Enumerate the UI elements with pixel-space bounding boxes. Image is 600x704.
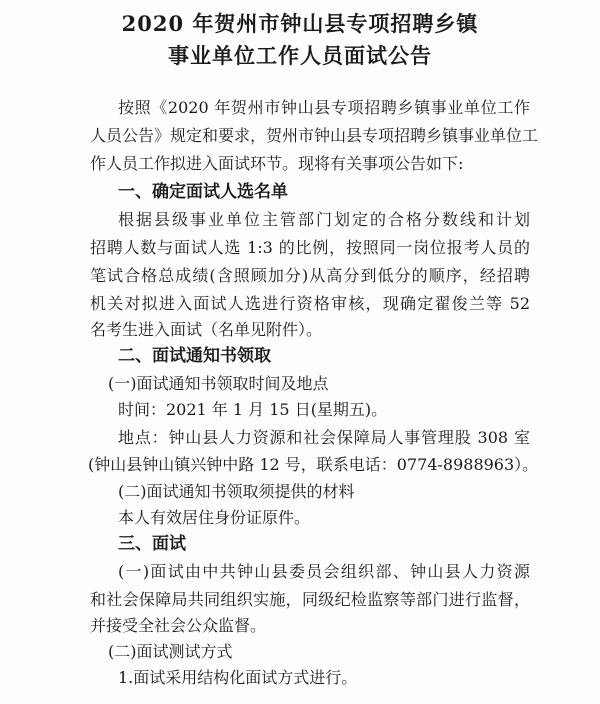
section-2-place-line-1: 地点：钟山县人力资源和社会保障局人事管理股 308 室 xyxy=(118,428,530,447)
section-3-sub-1-line-2: 和社会保障局共同组织实施，同级纪检监察等部门进行监督， xyxy=(90,590,530,609)
section-1-line-3: 笔试合格总成绩(含照顾加分)从高分到低分的顺序，经招聘 xyxy=(90,266,530,285)
intro-line-3: 作人员工作拟进入面试环节。现将有关事项公告如下: xyxy=(90,154,464,173)
section-1-line-2: 招聘人数与面试人选 1:3 的比例，按照同一岗位报考人员的 xyxy=(90,238,530,257)
section-1-heading: 一、确定面试人选名单 xyxy=(118,182,288,202)
section-2-heading: 二、面试通知书领取 xyxy=(118,346,271,366)
section-1-line-5: 名考生进入面试（名单见附件）。 xyxy=(90,320,323,339)
title-line-1: 2020 年贺州市钟山县专项招聘乡镇 xyxy=(121,11,479,36)
section-3-subheading-2: (二)面试测试方式 xyxy=(108,642,233,661)
section-2-place-line-2: (钟山县钟山镇兴钟中路 12 号，联系电话：0774-8988963）。 xyxy=(88,455,539,474)
section-2-subheading-2: (二)面试通知书领取须提供的材料 xyxy=(118,482,355,501)
intro-line-2: 人员公告》规定和要求，贺州市钟山县专项招聘乡镇事业单位工 xyxy=(90,126,539,145)
section-3-sub-1-line-3: 并接受全社会公众监督。 xyxy=(90,616,267,635)
section-3-heading: 三、面试 xyxy=(118,534,186,554)
section-1-line-1: 根据县级事业单位主管部门划定的合格分数线和计划 xyxy=(118,210,530,229)
section-3-sub-1-line-1: (一)面试由中共钟山县委员会组织部、钟山县人力资源 xyxy=(118,562,530,581)
title-line-2: 事业单位工作人员面试公告 xyxy=(168,43,432,68)
intro-line-1: 按照《2020 年贺州市钟山县专项招聘乡镇事业单位工作 xyxy=(118,98,530,117)
section-2-material: 本人有效居住身份证原件。 xyxy=(118,508,311,527)
section-3-item-1: 1.面试采用结构化面试方式进行。 xyxy=(118,668,358,687)
section-1-line-4: 机关对拟进入面试人选进行资格审核，现确定翟俊兰等 52 xyxy=(90,294,530,313)
section-2-subheading-1: (一)面试通知书领取时间及地点 xyxy=(108,374,329,393)
section-2-time: 时间：2021 年 1 月 15 日(星期五)。 xyxy=(118,400,388,419)
